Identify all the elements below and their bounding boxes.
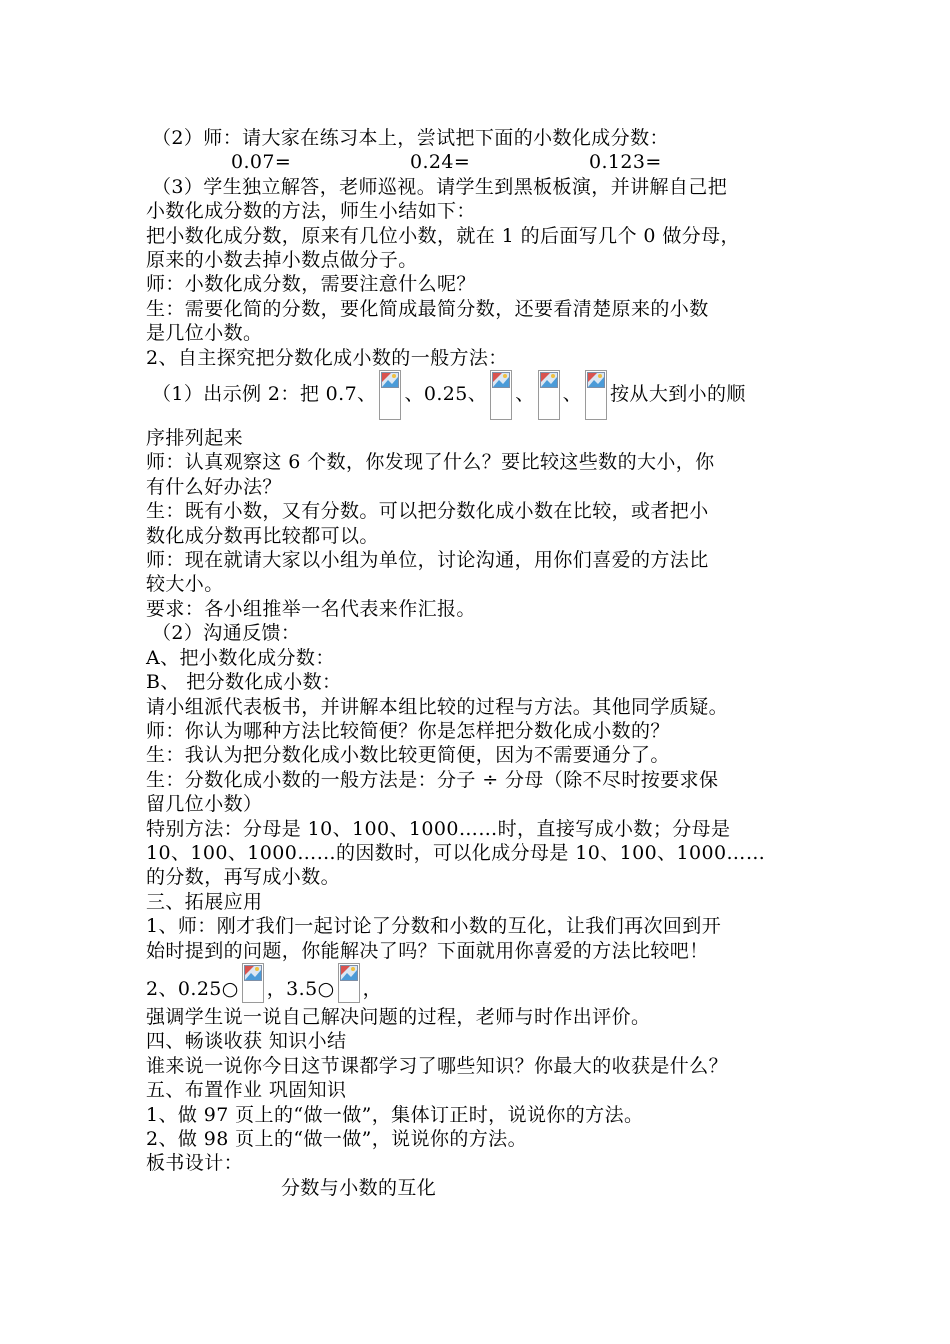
compare-line xyxy=(146,963,810,1005)
broken-image-icon xyxy=(338,963,360,1003)
broken-image-icon xyxy=(490,370,512,420)
text-line: 序排列起来 xyxy=(146,427,244,450)
compare-text: ， xyxy=(362,977,382,1000)
example-text: 、 xyxy=(562,383,583,406)
example-text: 、 xyxy=(515,383,535,406)
text-line: 把小数化成分数，原来有几位小数，就在 1 的后面写几个 0 做分母， xyxy=(146,224,740,247)
text-line: 师：你认为哪种方法比较简便？你是怎样把分数化成小数的？ xyxy=(146,719,670,742)
section-heading: 五、布置作业 巩固知识 xyxy=(146,1079,347,1102)
text-line: 板书设计： xyxy=(146,1152,244,1175)
text-line: 请小组派代表板书，并讲解本组比较的过程与方法。其他同学质疑。 xyxy=(146,695,729,718)
broken-image-icon xyxy=(538,370,560,420)
document-body xyxy=(146,126,810,1200)
text-line: （2）沟通反馈： xyxy=(152,622,301,645)
example-line xyxy=(146,370,810,426)
text-line: 要求：各小组推举一名代表来作汇报。 xyxy=(146,597,476,620)
section-heading: 四、畅谈收获 知识小结 xyxy=(146,1030,347,1053)
text-line: 是几位小数。 xyxy=(146,322,263,345)
text-line: 数化成分数再比较都可以。 xyxy=(146,524,379,547)
text-line: 师：现在就请大家以小组为单位，讨论沟通，用你们喜爱的方法比 xyxy=(146,549,709,572)
equation-row xyxy=(146,150,810,174)
text-line: 师：认真观察这 6 个数，你发现了什么？要比较这些数的大小，你 xyxy=(146,451,715,474)
equation-3: 0.123= xyxy=(589,151,662,174)
text-line: 小数化成分数的方法，师生小结如下： xyxy=(146,200,476,223)
text-line: （3）学生独立解答，老师巡视。请学生到黑板板演，并讲解自己把 xyxy=(152,175,728,198)
example-text: 按从大到小的顺 xyxy=(610,383,746,406)
text-line: 生：分数化成小数的一般方法是：分子 ÷ 分母（除不尽时按要求保 xyxy=(146,768,719,791)
text-line: 特别方法：分母是 10、100、1000……时，直接写成小数；分母是 xyxy=(146,817,731,840)
text-line: 2、做 98 页上的“做一做”，说说你的方法。 xyxy=(146,1128,527,1151)
text-line: 原来的小数去掉小数点做分子。 xyxy=(146,249,418,272)
board-title: 分数与小数的互化 xyxy=(281,1176,437,1199)
text-line: 1、做 97 页上的“做一做”，集体订正时，说说你的方法。 xyxy=(146,1103,644,1126)
text-line: （2）师：请大家在练习本上，尝试把下面的小数化成分数： xyxy=(152,127,669,149)
section-heading: 三、拓展应用 xyxy=(146,890,263,913)
broken-image-icon xyxy=(242,963,264,1003)
text-line: 有什么好办法？ xyxy=(146,475,282,498)
text-line: 留几位小数） xyxy=(146,793,263,816)
text-line: 的分数，再写成小数。 xyxy=(146,866,341,889)
broken-image-icon xyxy=(585,370,607,420)
compare-text: ，3.5○ xyxy=(266,977,335,1000)
compare-text: 2、0.25○ xyxy=(146,977,239,1000)
text-line: 师：小数化成分数，需要注意什么呢？ xyxy=(146,273,476,296)
text-line: 生：需要化简的分数，要化简成最简分数，还要看清楚原来的小数 xyxy=(146,297,709,320)
text-line: 生：我认为把分数化成小数比较更简便，因为不需要通分了。 xyxy=(146,744,670,767)
section-heading: 2、自主探究把分数化成小数的一般方法： xyxy=(146,346,508,369)
text-line: B、 把分数化成小数： xyxy=(146,671,342,694)
equation-1: 0.07= xyxy=(231,151,292,174)
broken-image-icon xyxy=(379,370,401,420)
example-text: 、0.25、 xyxy=(404,383,488,406)
text-line: A、把小数化成分数： xyxy=(146,646,335,669)
text-line: 较大小。 xyxy=(146,573,224,596)
text-line: 谁来说一说你今日这节课都学习了哪些知识？你最大的收获是什么？ xyxy=(146,1054,729,1077)
text-line: 1、师：刚才我们一起讨论了分数和小数的互化，让我们再次回到开 xyxy=(146,915,722,938)
example-text: （1）出示例 2：把 0.7、 xyxy=(152,383,377,406)
text-line: 始时提到的问题，你能解决了吗？下面就用你喜爱的方法比较吧！ xyxy=(146,939,709,962)
text-line: 强调学生说一说自己解决问题的过程，老师与时作出评价。 xyxy=(146,1005,651,1028)
text-line: 生：既有小数，又有分数。可以把分数化成小数在比较，或者把小 xyxy=(146,500,709,523)
text-line: 10、100、1000……的因数时，可以化成分母是 10、100、1000…… xyxy=(146,841,766,864)
equation-2: 0.24= xyxy=(410,151,471,174)
